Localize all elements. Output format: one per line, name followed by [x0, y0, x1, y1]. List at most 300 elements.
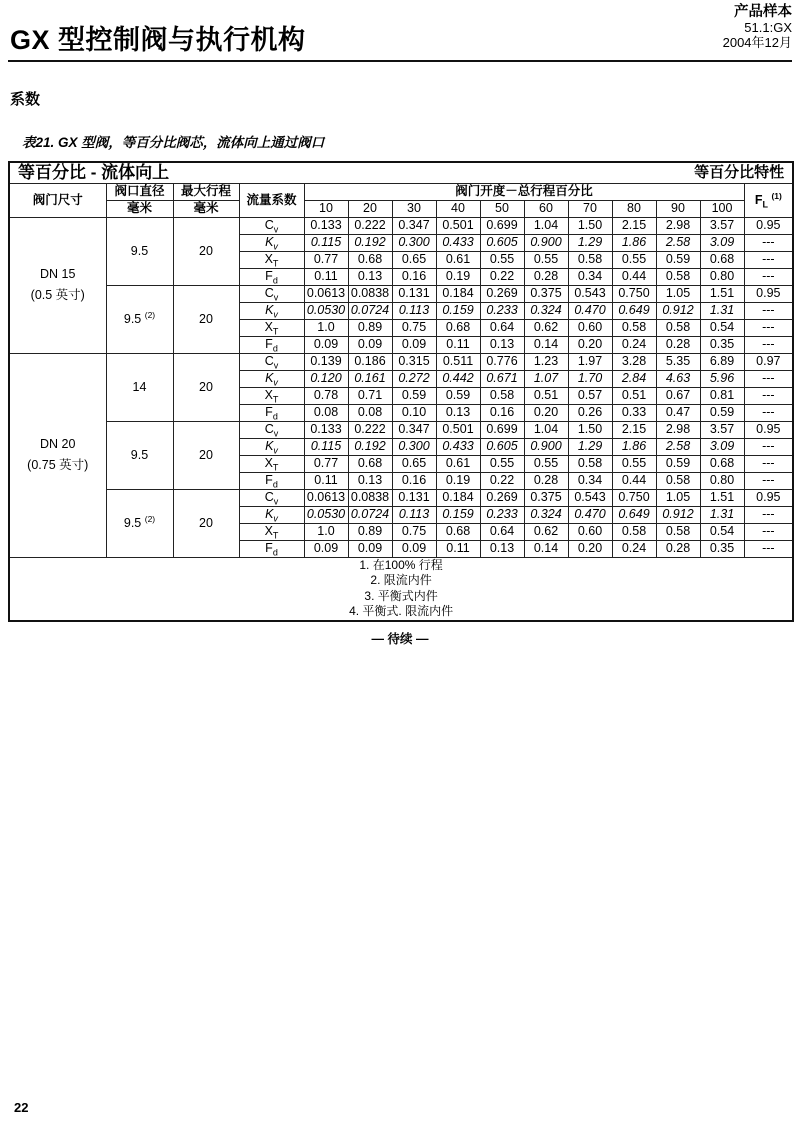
fl-cell: --- [744, 455, 793, 472]
fl-cell: 0.95 [744, 285, 793, 302]
fl-cell: --- [744, 387, 793, 404]
value-cell: 0.58 [612, 523, 656, 540]
value-cell: 0.120 [304, 370, 348, 387]
value-cell: 0.68 [348, 455, 392, 472]
value-cell: 6.89 [700, 353, 744, 370]
coefficient-label-cell: $X_T$ [239, 455, 304, 472]
band-row [9, 162, 793, 183]
coefficient-label-cell: $F_d$ [239, 472, 304, 489]
max-travel-cell: 20 [173, 285, 239, 353]
page-number: 22 [14, 1100, 29, 1115]
fl-cell: --- [744, 523, 793, 540]
value-cell: 0.501 [436, 421, 480, 438]
value-cell: 0.80 [700, 268, 744, 285]
value-cell: 0.16 [480, 404, 524, 421]
value-cell: 3.09 [700, 438, 744, 455]
value-cell: 0.16 [392, 472, 436, 489]
port-diameter-cell: 14 [106, 353, 173, 421]
value-cell: 0.900 [524, 234, 568, 251]
value-cell: 0.649 [612, 506, 656, 523]
value-cell: 1.50 [568, 421, 612, 438]
valve-size-cell: DN 15 (0.5 英寸) [9, 217, 106, 353]
value-cell: 0.375 [524, 489, 568, 506]
value-cell: 0.300 [392, 438, 436, 455]
value-cell: 0.55 [612, 251, 656, 268]
value-cell: 0.51 [612, 387, 656, 404]
value-cell: 0.131 [392, 285, 436, 302]
value-cell: 1.0 [304, 523, 348, 540]
value-cell: 0.442 [436, 370, 480, 387]
value-cell: 0.11 [436, 540, 480, 557]
value-cell: 1.23 [524, 353, 568, 370]
doc-number: 51.1:GX [744, 20, 792, 35]
table-row [9, 353, 793, 370]
value-cell: 0.269 [480, 489, 524, 506]
header-percent: 40 [436, 200, 480, 217]
value-cell: 0.315 [392, 353, 436, 370]
value-cell: 0.750 [612, 489, 656, 506]
value-cell: 0.300 [392, 234, 436, 251]
value-cell: 0.13 [348, 268, 392, 285]
value-cell: 0.54 [700, 319, 744, 336]
value-cell: 0.59 [392, 387, 436, 404]
header-percent: 100 [700, 200, 744, 217]
value-cell: 0.699 [480, 421, 524, 438]
fl-cell: --- [744, 268, 793, 285]
value-cell: 1.97 [568, 353, 612, 370]
value-cell: 0.131 [392, 489, 436, 506]
value-cell: 0.324 [524, 302, 568, 319]
value-cell: 0.78 [304, 387, 348, 404]
value-cell: 1.29 [568, 234, 612, 251]
value-cell: 0.09 [392, 336, 436, 353]
value-cell: 2.58 [656, 234, 700, 251]
header-unit-mm: 毫米 [173, 200, 239, 217]
fl-cell: --- [744, 251, 793, 268]
value-cell: 0.61 [436, 251, 480, 268]
header-port-diameter: 阀口直径 [106, 183, 173, 200]
value-cell: 0.89 [348, 523, 392, 540]
value-cell: 0.08 [348, 404, 392, 421]
value-cell: 0.0838 [348, 285, 392, 302]
fl-cell: --- [744, 404, 793, 421]
value-cell: 1.31 [700, 506, 744, 523]
fl-cell: --- [744, 540, 793, 557]
value-cell: 0.22 [480, 472, 524, 489]
value-cell: 3.57 [700, 217, 744, 234]
masthead [8, 2, 792, 62]
value-cell: 0.33 [612, 404, 656, 421]
value-cell: 0.11 [304, 472, 348, 489]
value-cell: 0.58 [612, 319, 656, 336]
band-title-left: 等百分比 - 流体向上 [18, 163, 170, 182]
value-cell: 0.347 [392, 217, 436, 234]
value-cell: 0.68 [700, 251, 744, 268]
max-travel-cell: 20 [173, 217, 239, 285]
header-percent: 20 [348, 200, 392, 217]
value-cell: 0.900 [524, 438, 568, 455]
value-cell: 0.62 [524, 523, 568, 540]
header-percent: 10 [304, 200, 348, 217]
table-row [9, 217, 793, 234]
value-cell: 3.28 [612, 353, 656, 370]
value-cell: 0.0724 [348, 506, 392, 523]
value-cell: 0.62 [524, 319, 568, 336]
value-cell: 0.68 [348, 251, 392, 268]
port-diameter-cell: 9.5 [106, 217, 173, 285]
value-cell: 0.09 [392, 540, 436, 557]
coefficient-label-cell: $C_v$ [239, 489, 304, 506]
value-cell: 0.115 [304, 234, 348, 251]
fl-cell: --- [744, 319, 793, 336]
fl-cell: --- [744, 472, 793, 489]
value-cell: 0.89 [348, 319, 392, 336]
value-cell: 0.58 [480, 387, 524, 404]
value-cell: 0.81 [700, 387, 744, 404]
coefficient-label-cell: $X_T$ [239, 319, 304, 336]
value-cell: 0.671 [480, 370, 524, 387]
coefficient-label-cell: $K_v$ [239, 506, 304, 523]
header-valve-size: 阀门尺寸 [9, 183, 106, 217]
value-cell: 0.133 [304, 217, 348, 234]
value-cell: 0.912 [656, 302, 700, 319]
value-cell: 0.55 [480, 455, 524, 472]
value-cell: 0.35 [700, 336, 744, 353]
value-cell: 0.20 [568, 540, 612, 557]
max-travel-cell: 20 [173, 353, 239, 421]
value-cell: 0.58 [656, 523, 700, 540]
value-cell: 1.07 [524, 370, 568, 387]
value-cell: 0.61 [436, 455, 480, 472]
value-cell: 0.77 [304, 251, 348, 268]
port-diameter-cell: 9.5 $^{(2)}$ [106, 489, 173, 557]
value-cell: 0.59 [656, 455, 700, 472]
value-cell: 1.51 [700, 489, 744, 506]
section-heading: 系数 [10, 91, 41, 108]
value-cell: 0.0530 [304, 506, 348, 523]
value-cell: 0.115 [304, 438, 348, 455]
value-cell: 0.34 [568, 472, 612, 489]
coefficient-label-cell: $K_v$ [239, 370, 304, 387]
doc-date: 2004年12月 [722, 35, 792, 50]
value-cell: 3.09 [700, 234, 744, 251]
value-cell: 0.13 [436, 404, 480, 421]
value-cell: 0.19 [436, 268, 480, 285]
value-cell: 2.15 [612, 217, 656, 234]
value-cell: 0.113 [392, 302, 436, 319]
coefficient-label-cell: $F_d$ [239, 404, 304, 421]
value-cell: 0.433 [436, 438, 480, 455]
value-cell: 0.16 [392, 268, 436, 285]
value-cell: 0.60 [568, 523, 612, 540]
value-cell: 0.28 [656, 336, 700, 353]
value-cell: 0.55 [612, 455, 656, 472]
coefficient-label-cell: $X_T$ [239, 387, 304, 404]
fl-cell: 0.95 [744, 421, 793, 438]
value-cell: 1.86 [612, 234, 656, 251]
value-cell: 1.04 [524, 217, 568, 234]
table-caption: 表21. GX 型阀，等百分比阀芯，流体向上通过阀口 [22, 135, 325, 150]
footnote: 3. 平衡式内件 [364, 588, 438, 603]
coefficient-label-cell: $F_d$ [239, 268, 304, 285]
value-cell: 0.28 [524, 268, 568, 285]
value-cell: 0.24 [612, 540, 656, 557]
value-cell: 0.222 [348, 217, 392, 234]
document-meta [723, 5, 792, 50]
value-cell: 0.501 [436, 217, 480, 234]
value-cell: 0.192 [348, 234, 392, 251]
value-cell: 0.57 [568, 387, 612, 404]
port-diameter-cell: 9.5 $^{(2)}$ [106, 285, 173, 353]
value-cell: 0.28 [524, 472, 568, 489]
value-cell: 0.13 [480, 540, 524, 557]
value-cell: 0.0530 [304, 302, 348, 319]
value-cell: 1.05 [656, 285, 700, 302]
value-cell: 0.699 [480, 217, 524, 234]
value-cell: 2.98 [656, 421, 700, 438]
value-cell: 0.912 [656, 506, 700, 523]
value-cell: 0.161 [348, 370, 392, 387]
header-percent: 80 [612, 200, 656, 217]
band-cell [9, 162, 793, 183]
value-cell: 0.0613 [304, 285, 348, 302]
coefficient-label-cell: $C_v$ [239, 421, 304, 438]
value-cell: 0.750 [612, 285, 656, 302]
header-percent: 50 [480, 200, 524, 217]
value-cell: 0.55 [524, 455, 568, 472]
value-cell: 0.184 [436, 489, 480, 506]
value-cell: 0.68 [436, 523, 480, 540]
footnote: 2. 限流内件 [370, 573, 432, 588]
value-cell: 0.272 [392, 370, 436, 387]
footnote: 1. 在100% 行程 [359, 557, 443, 572]
value-cell: 0.35 [700, 540, 744, 557]
fl-cell: --- [744, 234, 793, 251]
coefficient-label-cell: $C_v$ [239, 353, 304, 370]
value-cell: 1.05 [656, 489, 700, 506]
value-cell: 0.184 [436, 285, 480, 302]
max-travel-cell: 20 [173, 421, 239, 489]
value-cell: 0.649 [612, 302, 656, 319]
value-cell: 0.34 [568, 268, 612, 285]
value-cell: 0.10 [392, 404, 436, 421]
coefficient-label-cell: $F_d$ [239, 336, 304, 353]
value-cell: 0.0613 [304, 489, 348, 506]
value-cell: 1.29 [568, 438, 612, 455]
header-percent: 90 [656, 200, 700, 217]
value-cell: 0.776 [480, 353, 524, 370]
value-cell: 0.14 [524, 540, 568, 557]
coefficient-label-cell: $K_v$ [239, 438, 304, 455]
value-cell: 0.324 [524, 506, 568, 523]
value-cell: 2.15 [612, 421, 656, 438]
value-cell: 0.08 [304, 404, 348, 421]
value-cell: 0.71 [348, 387, 392, 404]
coefficient-table-body [9, 162, 793, 621]
value-cell: 0.75 [392, 523, 436, 540]
value-cell: 0.51 [524, 387, 568, 404]
value-cell: 0.68 [700, 455, 744, 472]
value-cell: 0.68 [436, 319, 480, 336]
header-row-1 [9, 183, 793, 200]
coefficient-table [8, 161, 794, 622]
header-percent: 70 [568, 200, 612, 217]
value-cell: 2.98 [656, 217, 700, 234]
fl-cell: 0.95 [744, 489, 793, 506]
coefficient-label-cell: $K_v$ [239, 302, 304, 319]
footnotes-row [9, 557, 793, 621]
value-cell: 5.96 [700, 370, 744, 387]
continued-label: — 待续 — [371, 631, 429, 646]
value-cell: 0.159 [436, 302, 480, 319]
value-cell: 0.55 [480, 251, 524, 268]
value-cell: 0.44 [612, 268, 656, 285]
value-cell: 0.26 [568, 404, 612, 421]
value-cell: 0.55 [524, 251, 568, 268]
value-cell: 0.222 [348, 421, 392, 438]
header-percent: 60 [524, 200, 568, 217]
value-cell: 0.80 [700, 472, 744, 489]
value-cell: 0.139 [304, 353, 348, 370]
value-cell: 0.58 [568, 455, 612, 472]
fl-cell: 0.97 [744, 353, 793, 370]
value-cell: 0.22 [480, 268, 524, 285]
value-cell: 0.64 [480, 319, 524, 336]
value-cell: 0.44 [612, 472, 656, 489]
header-opening-span: 阀门开度－总行程百分比 [304, 183, 744, 200]
value-cell: 0.58 [656, 319, 700, 336]
value-cell: 0.67 [656, 387, 700, 404]
max-travel-cell: 20 [173, 489, 239, 557]
page-title: GX 型控制阀与执行机构 [10, 25, 306, 55]
value-cell: 0.09 [348, 540, 392, 557]
value-cell: 0.58 [568, 251, 612, 268]
value-cell: 0.233 [480, 506, 524, 523]
value-cell: 0.605 [480, 438, 524, 455]
value-cell: 0.347 [392, 421, 436, 438]
value-cell: 0.64 [480, 523, 524, 540]
header-max-travel: 最大行程 [173, 183, 239, 200]
coefficient-label-cell: $X_T$ [239, 251, 304, 268]
header-fl: $F_L$ $^{(1)}$ [744, 183, 793, 217]
value-cell: 0.77 [304, 455, 348, 472]
value-cell: 0.543 [568, 489, 612, 506]
port-diameter-cell: 9.5 [106, 421, 173, 489]
table-row [9, 489, 793, 506]
value-cell: 0.20 [524, 404, 568, 421]
coefficient-label-cell: $C_v$ [239, 217, 304, 234]
value-cell: 0.0838 [348, 489, 392, 506]
value-cell: 0.470 [568, 302, 612, 319]
value-cell: 0.11 [436, 336, 480, 353]
table-row [9, 421, 793, 438]
value-cell: 1.70 [568, 370, 612, 387]
value-cell: 0.511 [436, 353, 480, 370]
value-cell: 1.0 [304, 319, 348, 336]
coefficient-label-cell: $K_v$ [239, 234, 304, 251]
value-cell: 0.47 [656, 404, 700, 421]
value-cell: 0.375 [524, 285, 568, 302]
value-cell: 0.0724 [348, 302, 392, 319]
value-cell: 2.58 [656, 438, 700, 455]
value-cell: 0.13 [480, 336, 524, 353]
value-cell: 0.14 [524, 336, 568, 353]
value-cell: 0.60 [568, 319, 612, 336]
value-cell: 0.433 [436, 234, 480, 251]
value-cell: 0.75 [392, 319, 436, 336]
value-cell: 0.133 [304, 421, 348, 438]
value-cell: 0.19 [436, 472, 480, 489]
value-cell: 0.28 [656, 540, 700, 557]
footnotes-cell [9, 557, 793, 621]
value-cell: 0.233 [480, 302, 524, 319]
value-cell: 1.04 [524, 421, 568, 438]
value-cell: 2.84 [612, 370, 656, 387]
value-cell: 0.11 [304, 268, 348, 285]
value-cell: 0.113 [392, 506, 436, 523]
document-page [0, 2, 800, 647]
value-cell: 0.09 [304, 336, 348, 353]
fl-cell: --- [744, 336, 793, 353]
value-cell: 0.543 [568, 285, 612, 302]
fl-cell: --- [744, 506, 793, 523]
value-cell: 0.65 [392, 251, 436, 268]
band-title-right: 等百分比特性 [694, 164, 785, 182]
header-unit-mm: 毫米 [106, 200, 173, 217]
value-cell: 0.159 [436, 506, 480, 523]
value-cell: 0.59 [656, 251, 700, 268]
value-cell: 0.58 [656, 268, 700, 285]
value-cell: 0.269 [480, 285, 524, 302]
value-cell: 0.192 [348, 438, 392, 455]
value-cell: 0.59 [700, 404, 744, 421]
value-cell: 0.13 [348, 472, 392, 489]
header-percent: 30 [392, 200, 436, 217]
valve-size-cell: DN 20 (0.75 英寸) [9, 353, 106, 557]
footnote: 4. 平衡式. 限流内件 [349, 604, 454, 619]
fl-cell: --- [744, 438, 793, 455]
doc-type: 产品样本 [734, 4, 792, 20]
value-cell: 0.24 [612, 336, 656, 353]
value-cell: 0.470 [568, 506, 612, 523]
fl-cell: 0.95 [744, 217, 793, 234]
value-cell: 5.35 [656, 353, 700, 370]
header-flow-coefficient: 流量系数 [239, 183, 304, 217]
value-cell: 4.63 [656, 370, 700, 387]
table-row [9, 285, 793, 302]
value-cell: 0.20 [568, 336, 612, 353]
fl-cell: --- [744, 370, 793, 387]
coefficient-label-cell: $F_d$ [239, 540, 304, 557]
value-cell: 1.31 [700, 302, 744, 319]
header-row-2 [9, 200, 793, 217]
value-cell: 0.09 [348, 336, 392, 353]
value-cell: 0.186 [348, 353, 392, 370]
value-cell: 1.51 [700, 285, 744, 302]
coefficient-label-cell: $C_v$ [239, 285, 304, 302]
value-cell: 0.54 [700, 523, 744, 540]
value-cell: 1.50 [568, 217, 612, 234]
value-cell: 3.57 [700, 421, 744, 438]
coefficient-label-cell: $X_T$ [239, 523, 304, 540]
fl-cell: --- [744, 302, 793, 319]
value-cell: 0.59 [436, 387, 480, 404]
value-cell: 0.58 [656, 472, 700, 489]
value-cell: 0.09 [304, 540, 348, 557]
value-cell: 1.86 [612, 438, 656, 455]
value-cell: 0.605 [480, 234, 524, 251]
value-cell: 0.65 [392, 455, 436, 472]
